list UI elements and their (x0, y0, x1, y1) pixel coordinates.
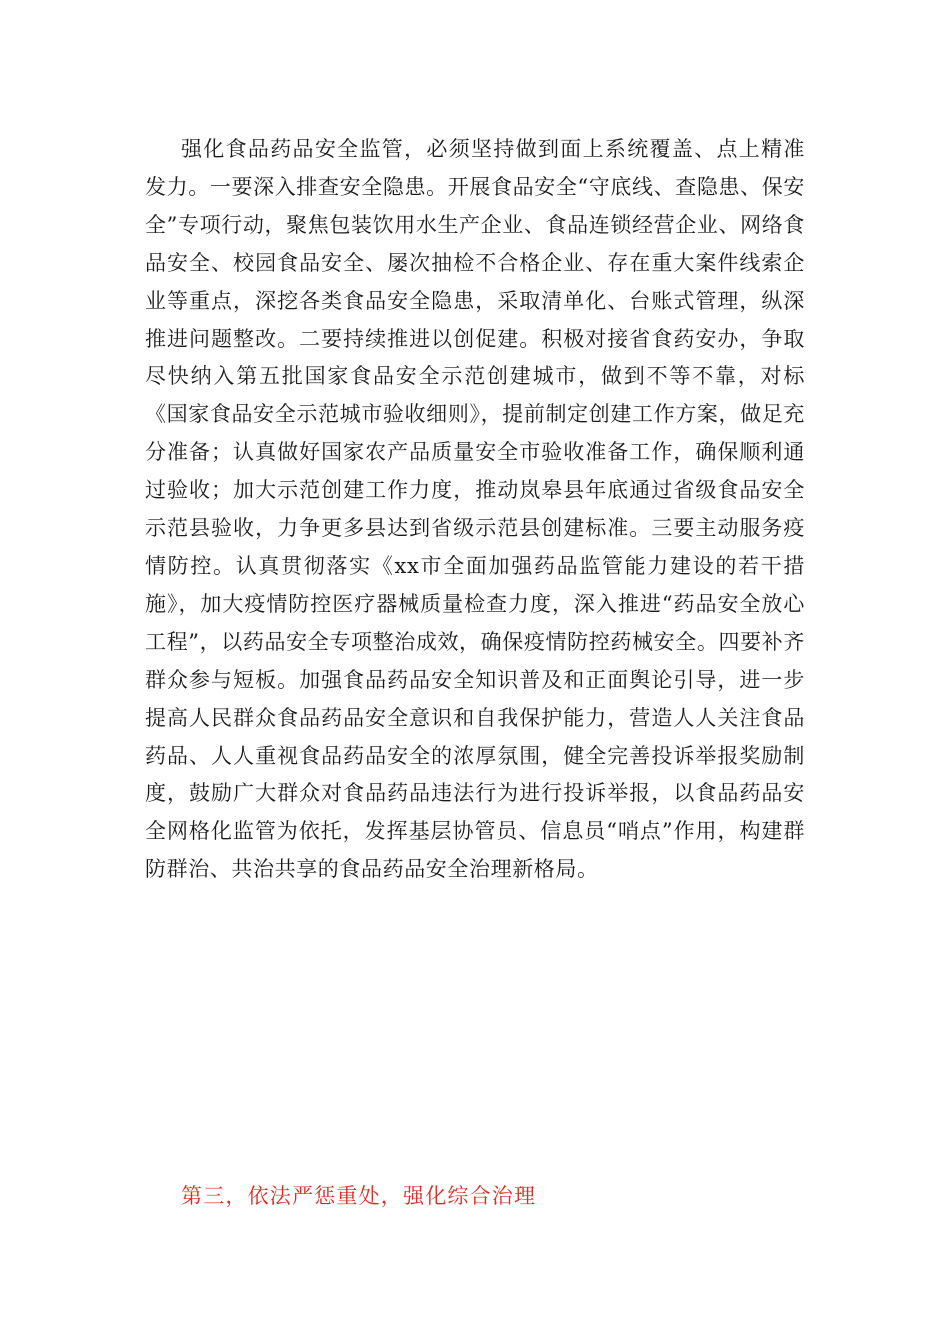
body-paragraph: 强化食品药品安全监管，必须坚持做到面上系统覆盖、点上精准发力。一要深入排查安全隐患。开展食品安全“守底线、查隐患、保安全”专项行动，聚焦包装饮用水生产企业、食品连锁经营企业、网络食品安全、校园食品安全、屡次抽检不合格企业、存在重大案件线索企业等重点，深挖各类食品安全隐患，采取清单化、台账式管理，纵深推进问题整改。二要持续推进以创促建。积极对接省食药安办，争取尽快纳入第五批国家食品安全示范创建城市，做到不等不靠，对标《国家食品安全示范城市验收细则》，提前制定创建工作方案，做足充分准备；认真做好国家农产品质量安全市验收准备工作，确保顺利通过验收；加大示范创建工作力度，推动岚皋县年底通过省级食品安全示范县验收，力争更多县达到省级示范县创建标准。三要主动服务疫情防控。认真贯彻落实《xx市全面加强药品监管能力建设的若干措施》，加大疫情防控医疗器械质量检查力度，深入推进“药品安全放心工程”，以药品安全专项整治成效，确保疫情防控药械安全。四要补齐群众参与短板。加强食品药品安全知识普及和正面舆论引导，进一步提高人民群众食品药品安全意识和自我保护能力，营造人人关注食品药品、人人重视食品药品安全的浓厚氛围，健全完善投诉举报奖励制度，鼓励广大群众对食品药品违法行为进行投诉举报，以食品药品安全网格化监管为依托，发挥基层协管员、信息员“哨点”作用，构建群防群治、共治共享的食品药品安全治理新格局。 (145, 137, 805, 882)
section-heading: 第三，依法严惩重处，强化综合治理 (181, 1184, 537, 1208)
